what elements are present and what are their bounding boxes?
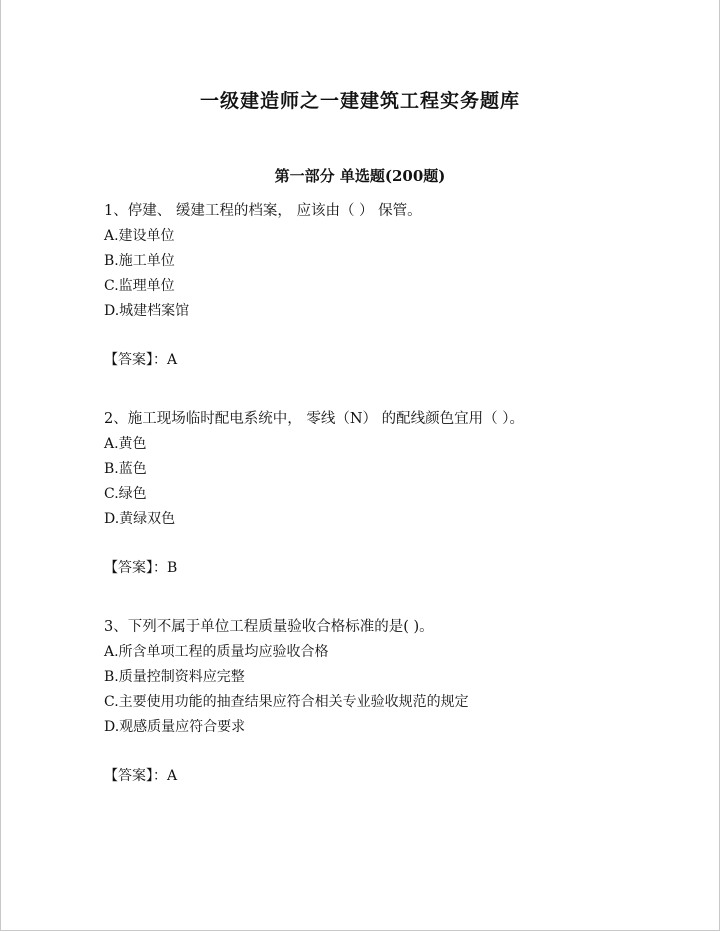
question-3 xyxy=(104,615,704,789)
option-c: C.监理单位 xyxy=(104,278,175,294)
option-c: C.主要使用功能的抽查结果应符合相关专业验收规范的规定 xyxy=(104,694,469,710)
option-b: B.质量控制资料应完整 xyxy=(104,669,245,685)
question-stem: 1、停建、 缓建工程的档案， 应该由（ ） 保管。 xyxy=(104,203,422,219)
option-d: D.黄绿双色 xyxy=(104,511,176,527)
answer: 【答案】：A xyxy=(104,768,178,784)
option-b: B.蓝色 xyxy=(104,461,147,477)
option-d: D.城建档案馆 xyxy=(104,303,190,319)
question-1 xyxy=(104,199,704,373)
question-stem: 3、下列不属于单位工程质量验收合格标准的是( )。 xyxy=(104,619,434,635)
option-a: A.黄色 xyxy=(104,436,147,452)
answer: 【答案】：B xyxy=(104,560,178,576)
question-stem: 2、施工现场临时配电系统中， 零线（N） 的配线颜色宜用（ ）。 xyxy=(104,411,524,427)
answer: 【答案】：A xyxy=(104,352,178,368)
option-a: A.建设单位 xyxy=(104,228,175,244)
document-title: 一级建造师之一建建筑工程实务题库 xyxy=(199,90,520,112)
option-a: A.所含单项工程的质量均应验收合格 xyxy=(104,644,329,660)
option-d: D.观感质量应符合要求 xyxy=(104,719,246,735)
question-2 xyxy=(104,407,704,581)
option-c: C.绿色 xyxy=(104,486,147,502)
section-title: 第一部分 单选题(200题) xyxy=(274,167,446,185)
option-b: B.施工单位 xyxy=(104,253,175,269)
